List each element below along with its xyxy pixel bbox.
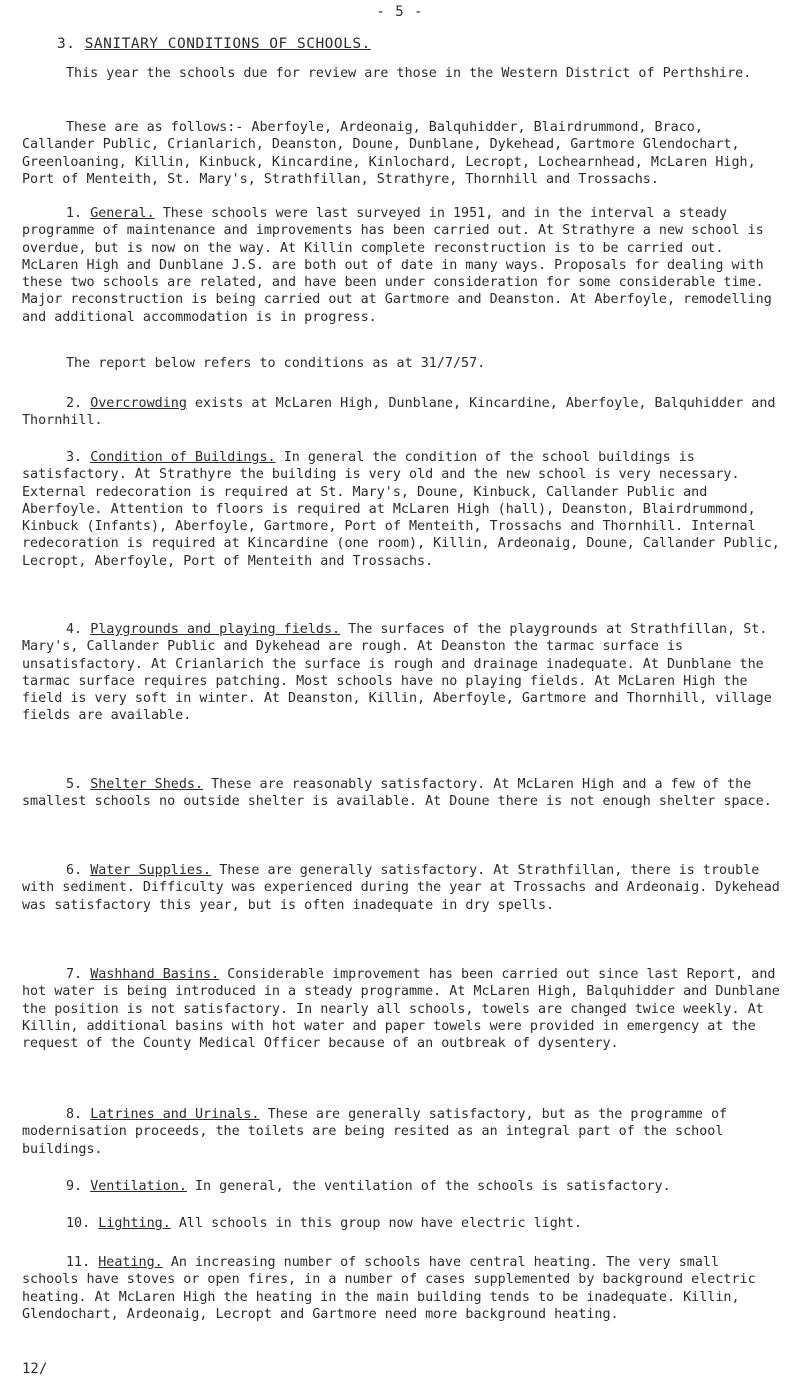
paragraph-body: These are generally satisfactory. At Strathfillan, there is trouble with sediment. Difficulty was experienced during the year at Trossachs and Ardeonaig. Dykehead was satisfactory this year, but is often inadequate in dry spells. <box>22 863 780 913</box>
paragraph-number: 5. <box>66 777 83 792</box>
paragraph-title: Water Supplies. <box>90 863 212 878</box>
paragraph-lighting <box>22 1215 782 1232</box>
paragraph-title: Lighting. <box>98 1216 171 1231</box>
paragraph-general <box>22 205 782 326</box>
paragraph-shelter-sheds <box>22 776 782 811</box>
paragraph-number: 8. <box>66 1107 83 1122</box>
paragraph-buildings <box>22 449 782 570</box>
paragraph-body: An increasing number of schools have central heating. The very small schools have stoves or open fires, in a number of cases supplemented by background electric heating. At McLaren High the heating in the main building tends to be inadequate. Killin, Glendochart, Ardeonaig, Lecropt and Gartmore need more background heating. <box>22 1255 756 1322</box>
paragraph-report-date: The report below refers to conditions as at 31/7/57. <box>66 356 486 371</box>
paragraph-ventilation <box>22 1178 782 1195</box>
paragraph-title: Washhand Basins. <box>90 967 220 982</box>
paragraph-title: Shelter Sheds. <box>90 777 204 792</box>
paragraph-washhand-basins <box>22 966 782 1052</box>
paragraph-number: 3. <box>66 450 83 465</box>
paragraph-body: The surfaces of the playgrounds at Strathfillan, St. Mary's, Callander Public and Dykehead are rough. At Deanston the tarmac surface is unsatisfactory. At Crianlarich the surface is rough and drainage inadequate. At Dunblane the tarmac surface requires patching. Most schools have no playing fields. At McLaren High the field is very soft in winter. At Deanston, Killin, Aberfoyle, Gartmore and Thornhill, village fields are available. <box>22 622 772 724</box>
intro-paragraph-2: These are as follows:- Aberfoyle, Ardeonaig, Balquhidder, Blairdrummond, Braco, Callander Public, Crianlarich, Deanston, Doune, Dunblane, Dykehead, Gartmore Glendochart, Greenloaning, Killin, Kinbuck, Kincardine, Kinlochard, Lecropt, Lochearnhead, McLaren High, Port of Menteith, St. Mary's, Strathfillan, Strathyre, Thornhill and Trossachs. <box>22 120 756 187</box>
paragraph-overcrowding <box>22 395 782 430</box>
heading-title: SANITARY CONDITIONS OF SCHOOLS. <box>84 36 371 52</box>
paragraph-body: These schools were last surveyed in 1951, and in the interval a steady programme of maintenance and improvements has been carried out. At Strathyre a new school is overdue, but is now on the way. At Killin complete reconstruction is to be carried out. McLaren High and Dunblane J.S. are both out of date in many ways. Proposals for dealing with these two schools are related, and have been under consideration for some considerable time. Major reconstruction is being carried out at Gartmore and Deanston. At Aberfoyle, remodelling and additional accommodation is in progress. <box>22 206 772 325</box>
paragraph-body: These are reasonably satisfactory. At McLaren High and a few of the smallest schools no outside shelter is available. At Doune there is not enough shelter space. <box>22 777 772 810</box>
paragraph-number: 6. <box>66 863 83 878</box>
paragraph-title: Heating. <box>98 1255 163 1270</box>
paragraph-body: All schools in this group now have electric light. <box>178 1216 582 1231</box>
paragraph-number: 11. <box>66 1255 91 1270</box>
paragraph-number: 7. <box>66 967 83 982</box>
paragraph-body: In general the condition of the school buildings is satisfactory. At Strathyre the building is very old and the new school is very necessary. External redecoration is required at St. Mary's, Doune, Kinbuck, Callander Public and Aberfoyle. Attention to floors is required at McLaren High (hall), Deanston, Blairdrummond, Kinbuck (Infants), Aberfoyle, Gartmore, Port of Menteith, Trossachs and Thornhill. Internal redecoration is required at Kincardine (one room), Killin, Ardeonaig, Doune, Callander Public, Lecropt, Aberfoyle, Port of Menteith and Trossachs. <box>22 450 780 569</box>
paragraph-number: 1. <box>66 206 83 221</box>
paragraph-number: 2. <box>66 396 83 411</box>
paragraph-latrines <box>22 1106 782 1158</box>
paragraph-number: 10. <box>66 1216 91 1231</box>
paragraph-body: Considerable improvement has been carried out since last Report, and hot water is being introduced in a steady programme. At McLaren High, Balquhidder and Dunblane the position is not satisfactory. In nearly all schools, towels are changed twice weekly. At Killin, additional basins with hot water and paper towels were provided in emergency at the request of the County Medical Officer because of an outbreak of dysentery. <box>22 967 780 1052</box>
paragraph-heating <box>22 1254 782 1323</box>
paragraph-title: Latrines and Urinals. <box>90 1107 260 1122</box>
paragraph-body: In general, the ventilation of the schools is satisfactory. <box>195 1179 671 1194</box>
page-number: - 5 - <box>376 4 424 20</box>
paragraph-water-supplies <box>22 862 782 914</box>
paragraph-number: 4. <box>66 622 83 637</box>
paragraph-body: These are generally satisfactory, but as the programme of modernisation proceeds, the toilets are being resited as an integral part of the school buildings. <box>22 1107 728 1157</box>
heading-number: 3. <box>57 36 76 52</box>
section-heading <box>57 36 371 53</box>
intro-paragraph-1: This year the schools due for review are those in the Western District of Perthshire. <box>66 66 752 81</box>
paragraph-title: Overcrowding <box>90 396 187 411</box>
paragraph-title: Ventilation. <box>90 1179 187 1194</box>
page-continuation-marker: 12/ <box>22 1361 48 1377</box>
paragraph-playgrounds <box>22 621 782 725</box>
paragraph-body: exists at McLaren High, Dunblane, Kincardine, Aberfoyle, Balquhidder and Thornhill. <box>22 396 776 429</box>
paragraph-title: Playgrounds and playing fields. <box>90 622 341 637</box>
paragraph-number: 9. <box>66 1179 83 1194</box>
paragraph-title: Condition of Buildings. <box>90 450 276 465</box>
paragraph-title: General. <box>90 206 155 221</box>
